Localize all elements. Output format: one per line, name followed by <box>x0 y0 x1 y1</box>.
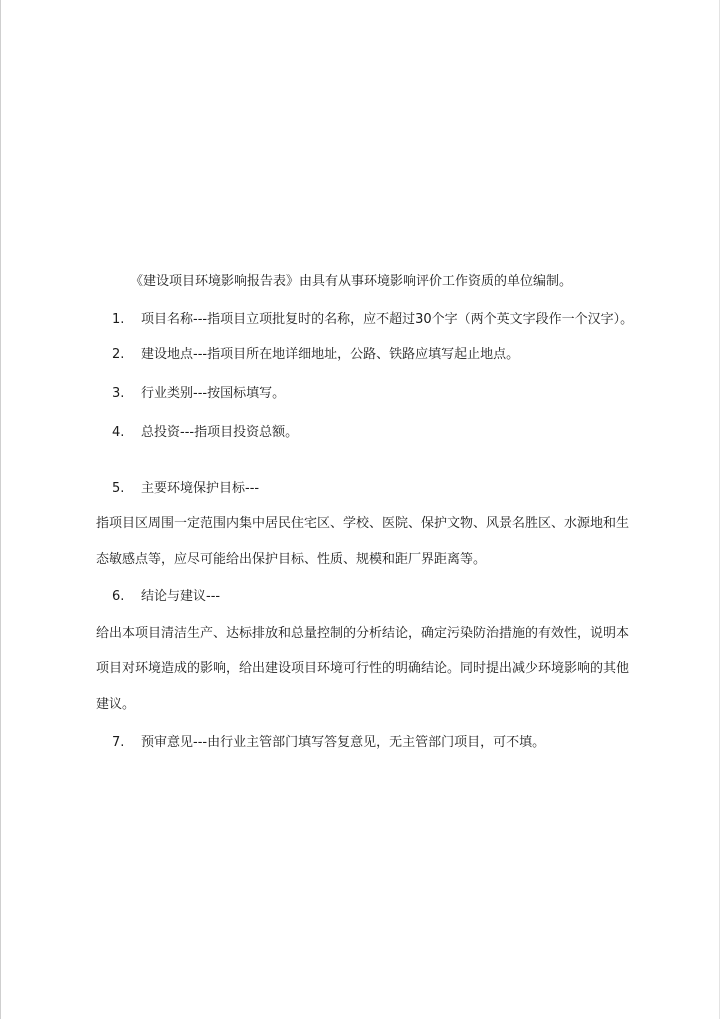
item-6-description-line: 建议。 <box>96 697 136 712</box>
item-5-description-line: 指项目区周围一定范围内集中居民住宅区、学校、医院、保护文物、风景名胜区、水源地和生 <box>96 516 630 531</box>
item-number: 6. <box>112 589 125 604</box>
item-text: 预审意见---由行业主管部门填写答复意见，无主管部门项目，可不填。 <box>141 735 546 750</box>
item-number: 3. <box>112 386 125 401</box>
item-5-description-line: 态敏感点等，应尽可能给出保护目标、性质、规模和距厂界距离等。 <box>96 552 487 567</box>
item-number: 5. <box>112 481 125 496</box>
item-text: 行业类别---按国标填写。 <box>141 386 286 401</box>
item-text: 主要环境保护目标--- <box>141 481 260 496</box>
item-6-description-line: 给出本项目清洁生产、达标排放和总量控制的分析结论，确定污染防治措施的有效性，说明本 <box>96 626 630 641</box>
item-number: 1. <box>112 312 125 327</box>
item-6-description-line: 项目对环境造成的影响，给出建设项目环境可行性的明确结论。同时提出减少环境影响的其他 <box>96 661 630 676</box>
item-number: 7. <box>112 735 125 750</box>
item-text: 项目名称---指项目立项批复时的名称，应不超过30个字（两个英文字段作一个汉字）。 <box>141 312 634 327</box>
page-edge-left <box>0 0 1 1019</box>
intro-text: 《建设项目环境影响报告表》由具有从事环境影响评价工作资质的单位编制。 <box>130 274 573 289</box>
item-text: 建设地点---指项目所在地详细地址，公路、铁路应填写起止地点。 <box>141 347 520 362</box>
item-text: 结论与建议--- <box>141 589 221 604</box>
item-number: 4. <box>112 425 125 440</box>
item-number: 2. <box>112 347 125 362</box>
item-text: 总投资---指项目投资总额。 <box>141 425 299 440</box>
